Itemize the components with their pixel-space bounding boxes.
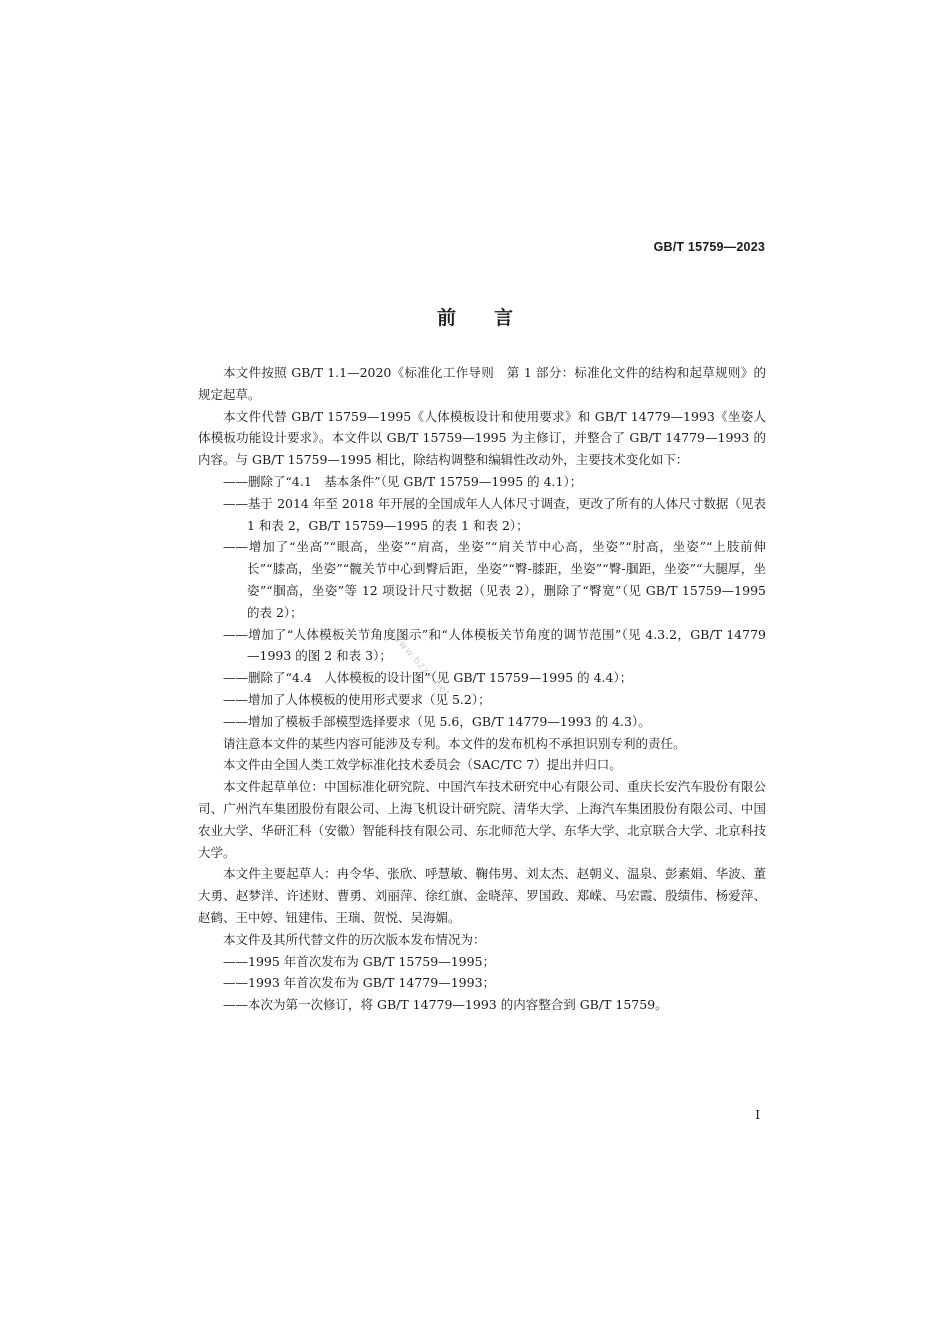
change-item: ——增加了人体模板的使用形式要求（见 5.2）； xyxy=(223,691,491,707)
paragraph-committee: 本文件由全国人类工效学标准化技术委员会（SAC/TC 7）提出并归口。 xyxy=(223,757,622,773)
change-item: ——增加了“坐高”“眼高，坐姿”“肩高，坐姿”“肩关节中心高，坐姿”“肘高，坐姿”“上肢前伸长”“膝高，坐姿”“髋关节中心到臀后距，坐姿”“臀-膝距，坐姿”“臀-腘距，坐姿”“大腿厚，坐姿”“腘高，坐姿”等 12 项设计尺寸数据（见表 2），删除了“臀宽”（见 GB/T 15759—1995 的表 2）； xyxy=(223,539,766,620)
paragraph-replacement: 本文件代替 GB/T 15759—1995《人体模板设计和使用要求》和 GB/T 14779—1993《坐姿人体模板功能设计要求》。本文件以 GB/T 15759—1995 为主修订，并整合了 GB/T 14779—1993 的内容。与 GB/T 15759—1995 相比，除结构调整和编辑性改动外，主要技术变化如下： xyxy=(198,408,766,468)
paragraph-drafting-rules: 本文件按照 GB/T 1.1—2020《标准化工作导则 第 1 部分：标准化文件的结构和起草规则》的规定起草。 xyxy=(198,365,766,402)
history-item: ——1995 年首次发布为 GB/T 15759—1995； xyxy=(223,953,496,969)
history-item: ——1993 年首次发布为 GB/T 14779—1993； xyxy=(223,975,496,991)
paragraph-patent-notice: 请注意本文件的某些内容可能涉及专利。本文件的发布机构不承担识别专利的责任。 xyxy=(223,735,686,751)
page-number: I xyxy=(755,1108,760,1122)
change-item: ——基于 2014 年至 2018 年开展的全国成年人人体尺寸调查，更改了所有的人体尺寸数据（见表 1 和表 2，GB/T 15759—1995 的表 1 和表 2）； xyxy=(223,495,766,533)
paragraph-drafters: 本文件主要起草人：冉令华、张欣、呼慧敏、鞠伟男、刘太杰、赵朝义、温泉、彭素娟、华波、董大勇、赵梦洋、许述财、曹勇、刘丽萍、徐红旗、金晓萍、罗国政、郑嵘、马宏霞、殷绩伟、杨爱萍、赵鹤、王中婷、钮建伟、王瑞、贺悦、吴海媚。 xyxy=(198,866,766,925)
page-title: 前言 xyxy=(436,307,551,329)
paragraph-history-intro: 本文件及其所代替文件的历次版本发布情况为： xyxy=(223,931,486,947)
paragraph-drafting-units: 本文件起草单位：中国标准化研究院、中国汽车技术研究中心有限公司、重庆长安汽车股份有限公司、广州汽车集团股份有限公司、上海飞机设计研究院、清华大学、上海汽车集团股份有限公司、中国农业大学、华研汇科（安徽）智能科技有限公司、东北师范大学、东华大学、北京联合大学、北京科技大学。 xyxy=(198,779,766,860)
foreword-body xyxy=(198,362,766,1016)
change-item: ——增加了“人体模板关节角度图示”和“人体模板关节角度的调节范围”（见 4.3.2，GB/T 14779—1993 的图 2 和表 3）； xyxy=(223,626,766,664)
change-item: ——删除了“4.1 基本条件”（见 GB/T 15759—1995 的 4.1）； xyxy=(223,473,583,489)
history-item: ——本次为第一次修订，将 GB/T 14779—1993 的内容整合到 GB/T 15759。 xyxy=(223,997,668,1013)
watermark: www.bzxz.net xyxy=(389,632,453,700)
change-item: ——删除了“4.4 人体模板的设计图”（见 GB/T 15759—1995 的 4.4）； xyxy=(223,670,633,686)
change-item: ——增加了模板手部模型选择要求（见 5.6，GB/T 14779—1993 的 4.3）。 xyxy=(223,713,651,729)
standard-code: GB/T 15759—2023 xyxy=(653,240,765,254)
